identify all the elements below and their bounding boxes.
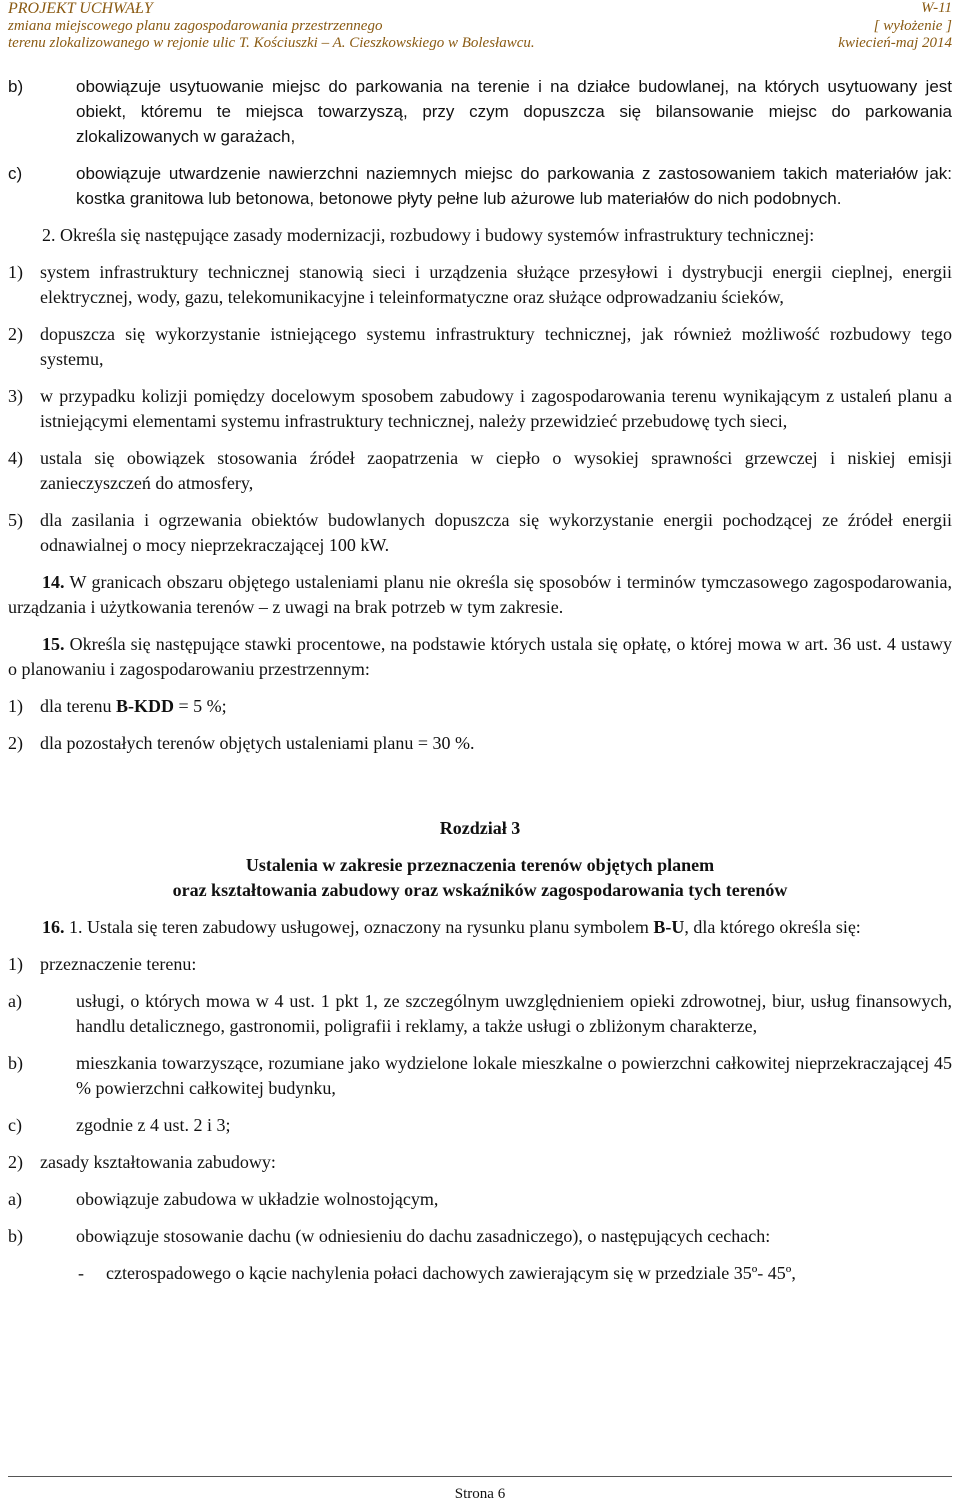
list-item-label: b) xyxy=(8,1053,23,1073)
zone-symbol: B-U xyxy=(653,917,685,937)
list-item-label: b) xyxy=(8,77,24,96)
dash-item-text: czterospadowego o kącie nachylenia połaci dachowych zawierającym się w przedziale 35º- 45º, xyxy=(106,1263,796,1283)
list-item-text: obowiązuje zabudowa w układzie wolnostojącym, xyxy=(76,1189,439,1209)
list-item-text: ustala się obowiązek stosowania źródeł zaopatrzenia w ciepło o wysokiej sprawności grzewczej i niskiej emisji zanieczyszczeń do atmosfery, xyxy=(40,448,952,493)
list-item-label: 5) xyxy=(8,510,23,530)
chapter-heading: Rozdział 3 xyxy=(439,818,521,838)
section-16 xyxy=(8,915,952,940)
list-item xyxy=(8,1224,952,1249)
list-item-label: 2) xyxy=(8,733,23,753)
footer-divider xyxy=(8,1476,952,1477)
rate-symbol: B-KDD xyxy=(115,696,174,716)
list-item-label: 1) xyxy=(8,954,23,974)
list-item xyxy=(8,1150,952,1175)
list-item-label: 1) xyxy=(8,262,23,282)
paragraph-infrastructure: 2. Określa się następujące zasady modernizacji, rozbudowy i budowy systemów infrastruktury technicznej: xyxy=(42,225,815,245)
section-text-end: , dla którego określa się: xyxy=(684,917,861,937)
list-item xyxy=(8,1051,952,1101)
section-number: 16. xyxy=(42,917,65,937)
dash-list-item xyxy=(78,1261,952,1286)
list-item xyxy=(8,952,952,977)
chapter-title-line1: Ustalenia w zakresie przeznaczenia terenów objętych planem xyxy=(245,855,715,875)
dash-marker: - xyxy=(78,1263,84,1283)
list-item-label: 3) xyxy=(8,386,23,406)
list-item xyxy=(8,508,952,558)
list-item-text: dla pozostałych terenów objętych ustaleniami planu = 30 %. xyxy=(40,733,475,753)
list-item xyxy=(8,260,952,310)
list-item xyxy=(8,161,952,211)
section-number: 15. xyxy=(42,634,65,654)
header-title: PROJEKT UCHWAŁY xyxy=(8,0,153,17)
list-item xyxy=(8,384,952,434)
section-text: W granicach obszaru objętego ustaleniami planu nie określa się sposobów i terminów tymczasowego zagospodarowania, urządzania i użytkowania terenów – z uwagi na brak potrzeb w tym zakresie. xyxy=(8,572,952,617)
list-item xyxy=(8,446,952,496)
list-item-text: przeznaczenie terenu: xyxy=(40,954,197,974)
list-item-label: a) xyxy=(8,1189,22,1209)
list-item-text: obowiązuje stosowanie dachu (w odniesieniu do dachu zasadniczego), o następujących cechach: xyxy=(76,1226,771,1246)
header-subtitle: zmiana miejscowego planu zagospodarowania przestrzennego xyxy=(8,17,383,34)
list-item-text: w przypadku kolizji pomiędzy docelowym sposobem zabudowy i zagospodarowania terenu wynikającym z ustaleń planu a istniejącymi elementami systemu infrastruktury technicznej, należy przewidzieć przebudowę tych sieci, xyxy=(40,386,952,431)
list-item xyxy=(8,989,952,1039)
page-header xyxy=(8,0,952,56)
list-item-label: 1) xyxy=(8,696,23,716)
list-item xyxy=(8,1187,952,1212)
list-item-label: 4) xyxy=(8,448,23,468)
list-item xyxy=(8,694,952,719)
list-item xyxy=(8,74,952,149)
section-number: 14. xyxy=(42,572,65,592)
list-item-text: obowiązuje utwardzenie nawierzchni naziemnych miejsc do parkowania z zastosowaniem takich materiałów jak: kostka granitowa lub betonowa, betonowe płyty pełne lub ażurowe lub materiałów do nich podobnych. xyxy=(76,164,952,208)
list-item-label: 2) xyxy=(8,1152,23,1172)
list-item-label: b) xyxy=(8,1226,23,1246)
section-text: Określa się następujące stawki procentowe, na podstawie których ustala się opłatę, o której mowa w art. 36 ust. 4 ustawy o planowaniu i zagospodarowaniu przestrzennym: xyxy=(8,634,952,679)
list-item-label: c) xyxy=(8,164,23,183)
header-status: [ wyłożenie ] xyxy=(873,17,952,34)
list-item-label: c) xyxy=(8,1115,22,1135)
list-item xyxy=(8,731,952,756)
list-item-text: dla zasilania i ogrzewania obiektów budowlanych dopuszcza się wykorzystanie energii pochodzącej ze źródeł energii odnawialnej o mocy nieprzekraczającej 100 kW. xyxy=(40,510,952,555)
header-location: terenu zlokalizowanego w rejonie ulic T. Kościuszki – A. Cieszkowskiego w Bolesławcu. xyxy=(8,35,535,51)
list-item-text: zgodnie z 4 ust. 2 i 3; xyxy=(76,1115,231,1135)
header-code: W-11 xyxy=(921,0,952,16)
list-item-text: system infrastruktury technicznej stanowią sieci i urządzenia służące przesyłowi i dystrybucji energii cieplnej, energii elektrycznej, wody, gazu, telekomunikacyjne i teleinformatyczne oraz służące odprowadzaniu ścieków, xyxy=(40,262,952,307)
rate-text: dla terenu xyxy=(40,696,116,716)
section-14 xyxy=(8,570,952,620)
list-item-text: usługi, o których mowa w 4 ust. 1 pkt 1, ze szczególnym uwzględnieniem opieki zdrowotnej, biur, usług finansowych, handlu detalicznego, gastronomii, poligrafii i reklamy, a także usługi o zbliżonym charakterze, xyxy=(76,991,952,1036)
list-item-label: a) xyxy=(8,991,22,1011)
list-item xyxy=(8,1113,952,1138)
list-item-text: zasady kształtowania zabudowy: xyxy=(40,1152,276,1172)
header-date: kwiecień-maj 2014 xyxy=(838,35,952,51)
document-body xyxy=(8,74,952,1286)
list-item xyxy=(8,322,952,372)
list-item-label: 2) xyxy=(8,324,23,344)
list-item-text: obowiązuje usytuowanie miejsc do parkowania na terenie i na działce budowlanej, na których usytuowany jest obiekt, któremu te miejsca towarzyszą, przy czym dopuszcza się bilansowanie miejsc do parkowania zlokalizowanych w garażach, xyxy=(76,77,952,146)
list-item-text: mieszkania towarzyszące, rozumiane jako wydzielone lokale mieszkalne o powierzchni całkowitej nieprzekraczającej 45 % powierzchni całkowitej budynku, xyxy=(76,1053,952,1098)
chapter-title-line2: oraz kształtowania zabudowy oraz wskaźników zagospodarowania tych terenów xyxy=(172,880,788,900)
list-item-text: dopuszcza się wykorzystanie istniejącego systemu infrastruktury technicznej, jak również możliwość rozbudowy tego systemu, xyxy=(40,324,952,369)
list-item-text xyxy=(40,694,952,719)
section-text: 1. Ustala się teren zabudowy usługowej, oznaczony na rysunku planu symbolem xyxy=(64,917,654,937)
rate-value: = 5 %; xyxy=(173,696,227,716)
section-15 xyxy=(8,632,952,682)
page-number: Strona 6 xyxy=(454,1486,506,1502)
